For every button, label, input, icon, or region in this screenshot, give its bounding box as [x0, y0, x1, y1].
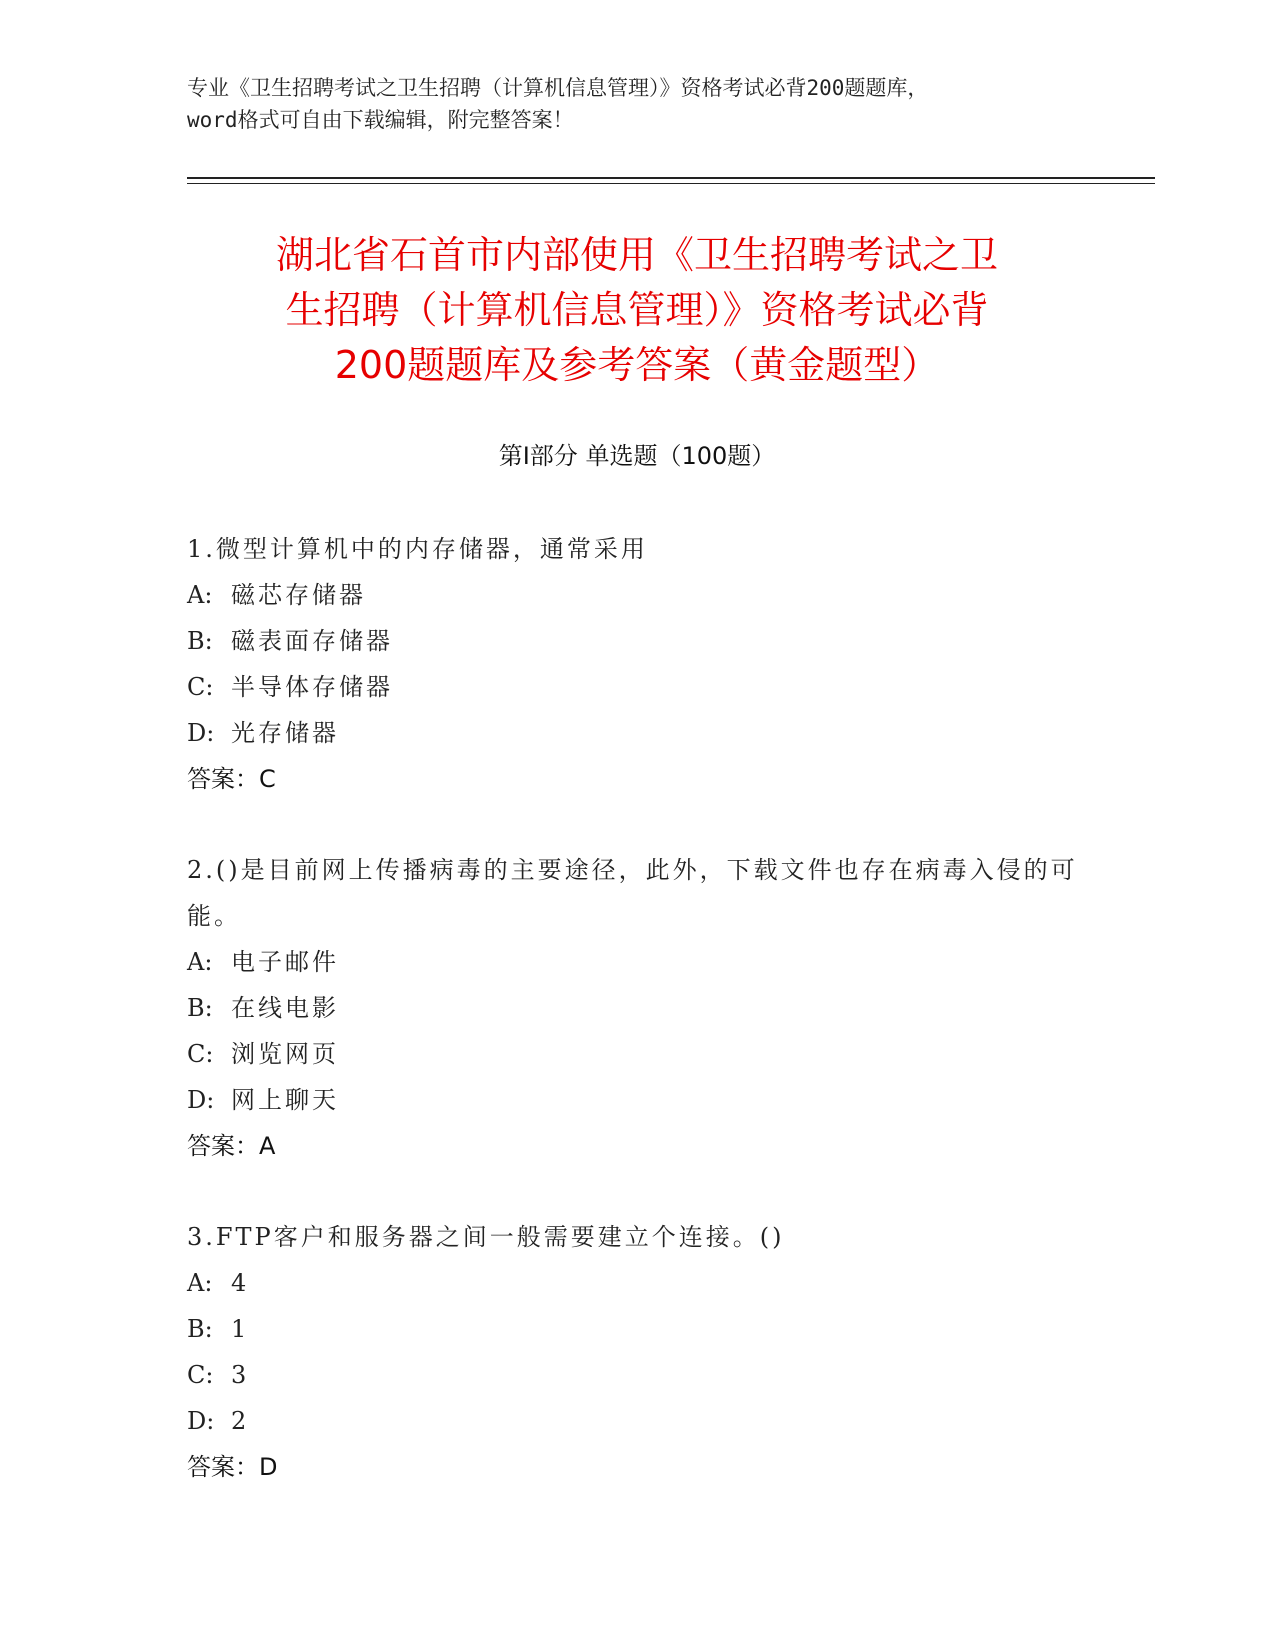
- option-text: 在线电影: [231, 994, 339, 1022]
- title-line-3: 200题题库及参考答案（黄金题型）: [334, 343, 940, 387]
- option-a: [187, 572, 1087, 618]
- option-b: [187, 1306, 1087, 1352]
- title-line-2: 生招聘（计算机信息管理）》资格考试必背: [285, 288, 989, 332]
- question-stem: 1.微型计算机中的内存储器，通常采用: [187, 535, 648, 563]
- question-2: [187, 847, 1087, 1169]
- option-text: 2: [231, 1407, 250, 1435]
- option-a: [187, 1260, 1087, 1306]
- option-text: 浏览网页: [231, 1040, 339, 1068]
- option-text: 磁芯存储器: [231, 581, 366, 609]
- option-c: [187, 1031, 1087, 1077]
- option-text: 电子邮件: [231, 948, 339, 976]
- header-note: [187, 72, 1087, 136]
- answer: 答案：D: [187, 1453, 278, 1481]
- option-letter: D:: [187, 1086, 215, 1114]
- option-letter: B:: [187, 627, 213, 655]
- option-text: 光存储器: [231, 719, 339, 747]
- question-3: [187, 1214, 1087, 1490]
- option-text: 1: [231, 1315, 250, 1343]
- header-line-1: 专业《卫生招聘考试之卫生招聘（计算机信息管理）》资格考试必背200题题库，: [187, 76, 929, 100]
- option-letter: C:: [187, 1040, 214, 1068]
- option-letter: A:: [187, 1269, 213, 1297]
- question-list: [187, 526, 1087, 1535]
- option-letter: C:: [187, 1361, 214, 1389]
- option-letter: A:: [187, 581, 213, 609]
- option-letter: D:: [187, 719, 215, 747]
- title-line-1: 湖北省石首市内部使用《卫生招聘考试之卫: [275, 233, 998, 277]
- section-title: 第Ⅰ部分 单选题（100题）: [498, 442, 776, 470]
- option-c: [187, 664, 1087, 710]
- option-text: 网上聊天: [231, 1086, 339, 1114]
- header-divider-thin: [187, 183, 1155, 184]
- option-a: [187, 939, 1087, 985]
- option-b: [187, 985, 1087, 1031]
- option-c: [187, 1352, 1087, 1398]
- option-b: [187, 618, 1087, 664]
- question-1: [187, 526, 1087, 802]
- question-stem: 3.FTP客户和服务器之间一般需要建立个连接。(): [187, 1223, 785, 1251]
- option-text: 4: [231, 1269, 250, 1297]
- option-letter: A:: [187, 948, 213, 976]
- option-letter: C:: [187, 673, 214, 701]
- option-d: [187, 1398, 1087, 1444]
- header-divider-thick: [187, 177, 1155, 179]
- option-text: 磁表面存储器: [231, 627, 393, 655]
- answer: 答案：C: [187, 765, 276, 793]
- option-text: 半导体存储器: [231, 673, 393, 701]
- option-letter: B:: [187, 1315, 213, 1343]
- option-text: 3: [231, 1361, 250, 1389]
- question-stem: 2.()是目前网上传播病毒的主要途径，此外，下载文件也存在病毒入侵的可能。: [187, 856, 1078, 930]
- header-line-2: word格式可自由下载编辑，附完整答案！: [187, 108, 574, 132]
- option-letter: D:: [187, 1407, 215, 1435]
- option-letter: B:: [187, 994, 213, 1022]
- document-title: [187, 228, 1087, 393]
- option-d: [187, 710, 1087, 756]
- option-d: [187, 1077, 1087, 1123]
- answer: 答案：A: [187, 1132, 276, 1160]
